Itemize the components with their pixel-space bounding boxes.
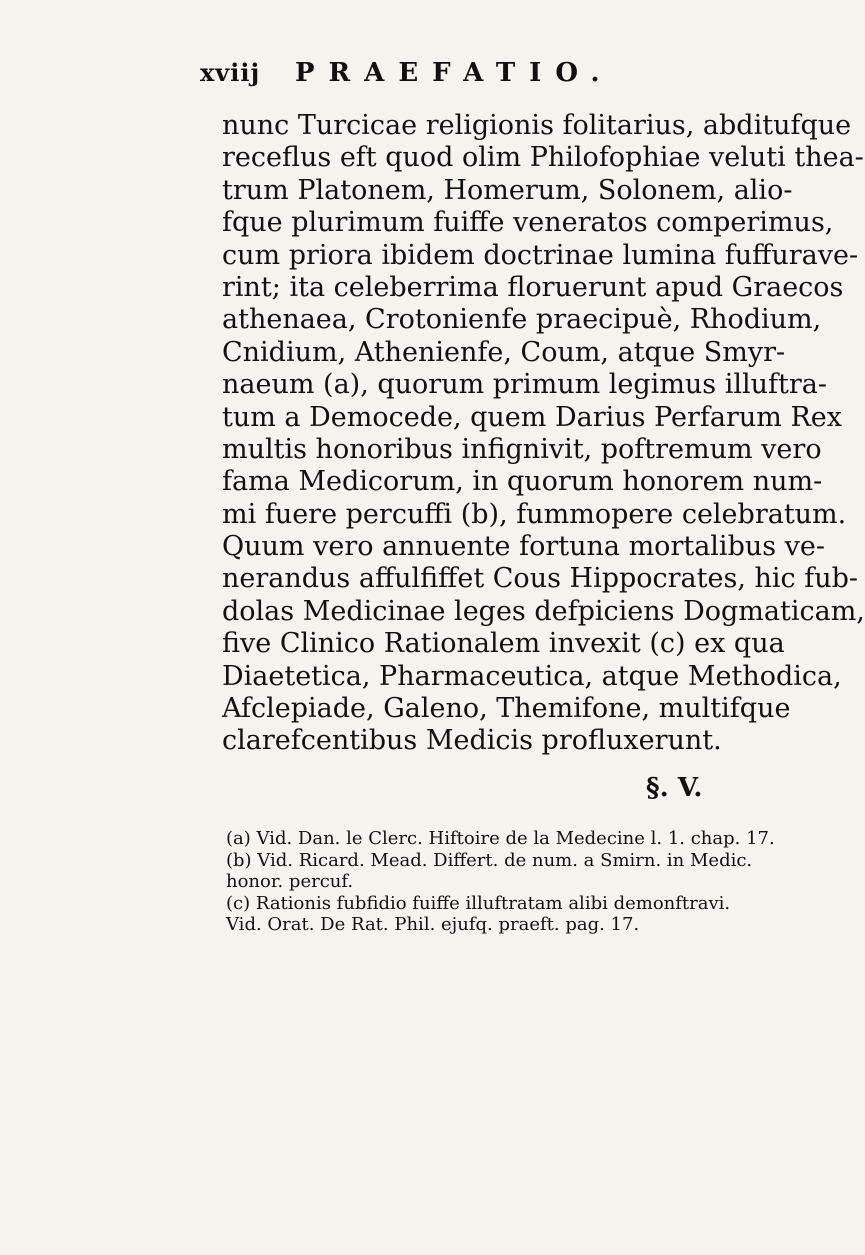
text-line: rint; ita celeberrima floruerunt apud Graecos — [222, 271, 844, 303]
text-line: mi fuere percuffi (b), fummopere celebratum. — [222, 498, 847, 530]
running-head — [200, 58, 720, 98]
text-line: athenaea, Crotonienfe praecipuè, Rhodium, — [222, 304, 822, 336]
footnote-line: (a) Vid. Dan. le Clerc. Hiftoire de la Medecine l. 1. chap. 17. — [226, 828, 775, 849]
text-line: nerandus affulfiffet Cous Hippocrates, hic fub- — [222, 563, 859, 595]
text-line: receflus eft quod olim Philofophiae veluti thea- — [222, 142, 864, 174]
running-title: PRAEFATIO. — [295, 58, 614, 88]
text-line: clarefcentibus Medicis profluxerunt. — [222, 725, 722, 757]
text-line: cum priora ibidem doctrinae lumina fuffurave- — [222, 239, 859, 271]
page-number: xviij — [200, 58, 261, 87]
text-line: Afclepiade, Galeno, Themifone, multifque — [222, 693, 791, 725]
section-heading: §. V. — [646, 773, 703, 803]
text-line: Diaetetica, Pharmaceutica, atque Methodica, — [222, 660, 842, 692]
text-line: Quum vero annuente fortuna mortalibus ve- — [222, 531, 826, 563]
text-line: five Clinico Rationalem invexit (c) ex qua — [222, 628, 785, 660]
footnote-line: (c) Rationis fubfidio fuiffe illuftratam alibi demonftravi. — [226, 892, 731, 914]
text-line: Cnidium, Athenienfe, Coum, atque Smyr- — [222, 336, 786, 368]
text-line: naeum (a), quorum primum legimus illuftra- — [222, 369, 828, 401]
text-line: fama Medicorum, in quorum honorem num- — [222, 466, 823, 498]
body-text — [222, 110, 865, 758]
text-line: trum Platonem, Homerum, Solonem, alio- — [222, 174, 793, 206]
footnote-line: Vid. Orat. De Rat. Phil. ejufq. praeft. pag. 17. — [226, 914, 640, 936]
footnote-line: honor. percuf. — [226, 871, 354, 893]
text-line: dolas Medicinae leges defpiciens Dogmaticam, — [222, 595, 865, 627]
footnote-line: (b) Vid. Ricard. Mead. Differt. de num. a Smirn. in Medic. — [226, 849, 753, 871]
text-line: nunc Turcicae religionis folitarius, abditufque — [222, 110, 852, 141]
footnotes — [226, 828, 775, 936]
text-line: tum a Democede, quem Darius Perfarum Rex — [222, 401, 843, 433]
text-line: fque plurimum fuiffe veneratos comperimus, — [222, 207, 834, 239]
text-line: multis honoribus infignivit, poftremum vero — [222, 433, 822, 465]
